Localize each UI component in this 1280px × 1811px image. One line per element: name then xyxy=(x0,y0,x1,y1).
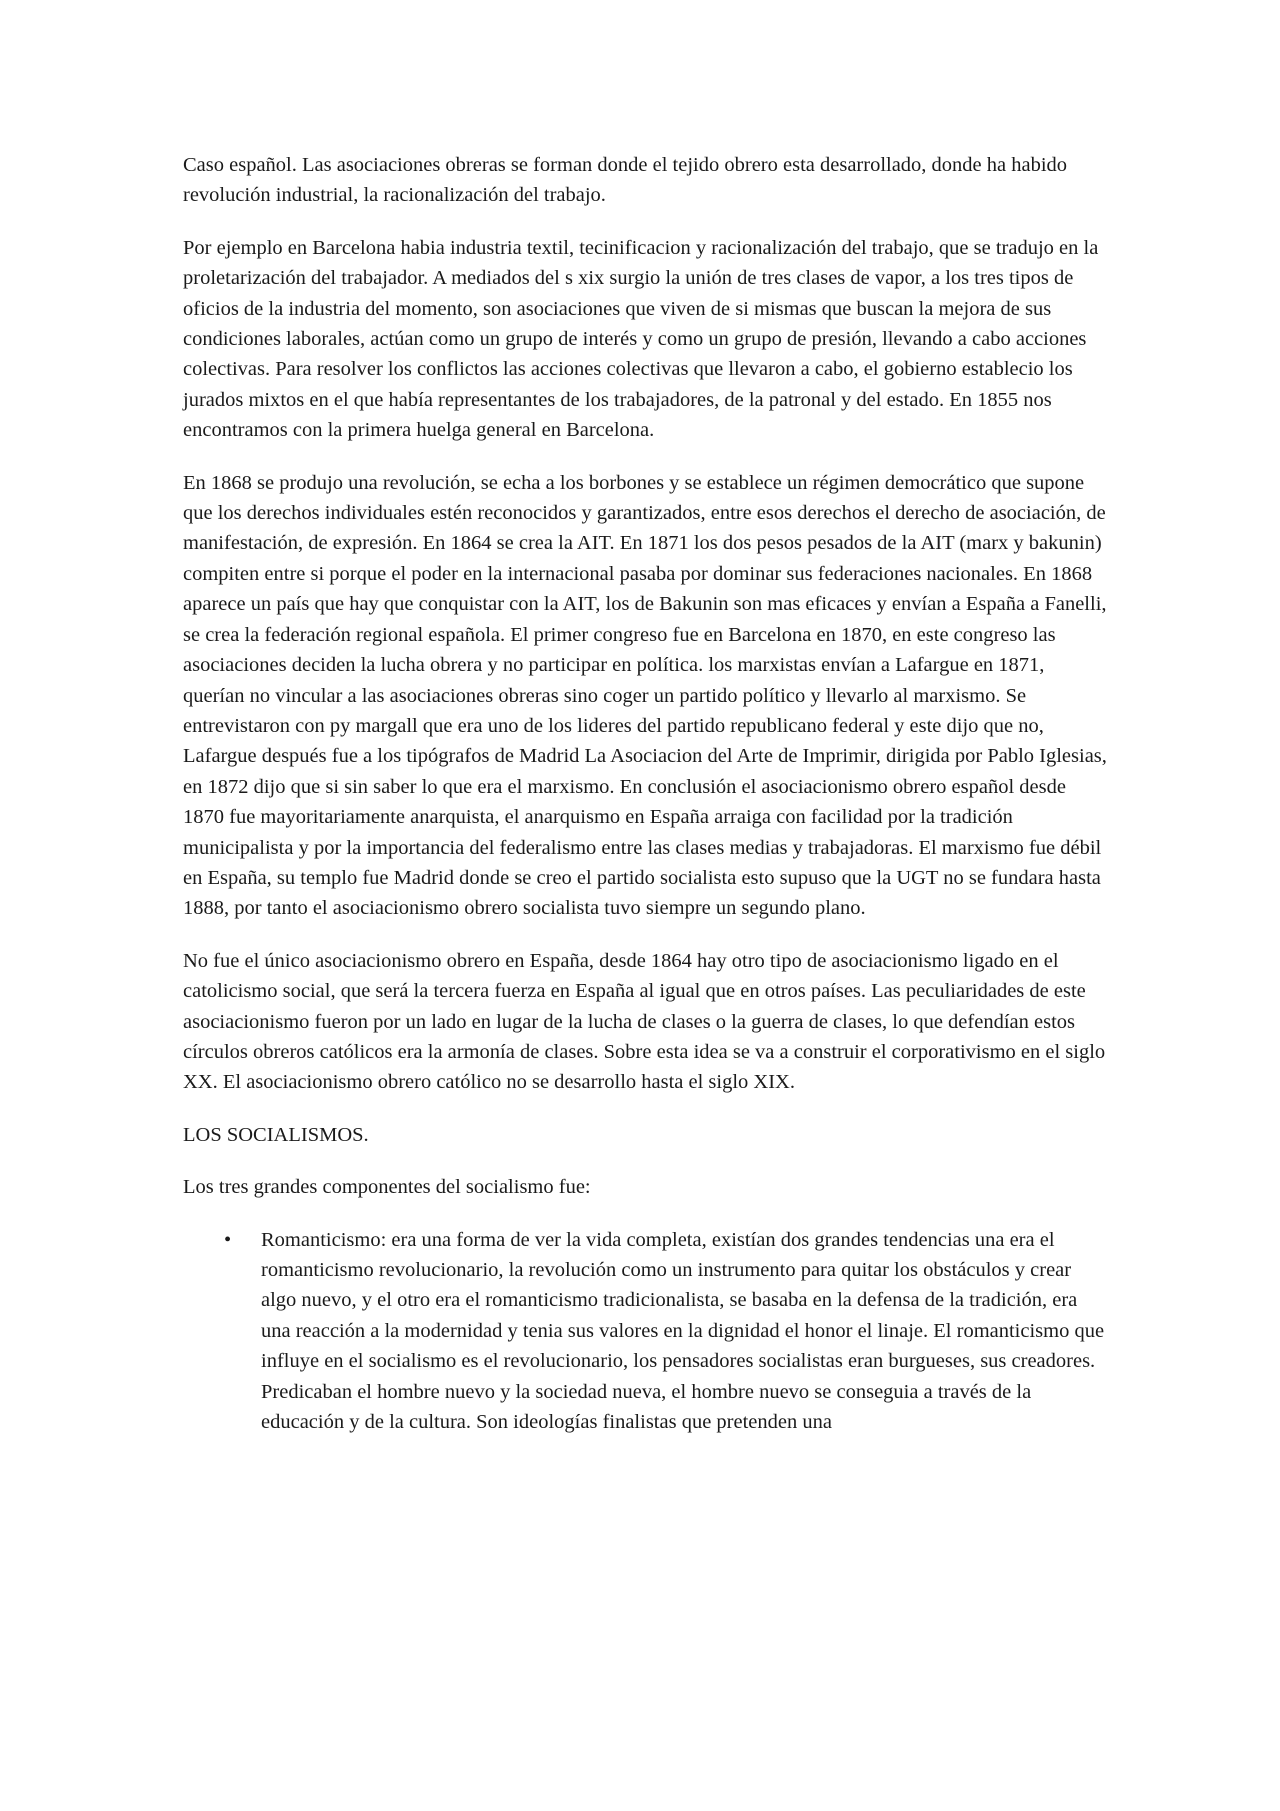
list-intro: Los tres grandes componentes del socialismo fue: xyxy=(183,1176,591,1199)
list-item xyxy=(183,1225,1107,1438)
paragraph-caso-espanol: Caso español. Las asociaciones obreras se forman donde el tejido obrero esta desarrollado, donde ha habido revolución industrial, la racionalización del trabajo. xyxy=(183,154,1068,207)
list-item-text: Romanticismo: era una forma de ver la vida completa, existían dos grandes tendencias una era el romanticismo revolucionario, la revolución como un instrumento para quitar los obstáculos y crear algo nuevo, y el otro era el romanticismo tradicionalista, se basaba en la defensa de la tradición, era una reacción a la modernidad y tenia sus valores en la dignidad el honor el linaje. El romanticismo que influye en el socialismo es el revolucionario, los pensadores socialistas eran burgueses, sus creadores. Predicaban el hombre nuevo y la sociedad nueva, el hombre nuevo se conseguia a través de la educación y de la cultura. Son ideologías finalistas que pretenden una xyxy=(261,1228,1105,1434)
paragraph-barcelona: Por ejemplo en Barcelona habia industria textil, tecinificacion y racionalización del trabajo, que se tradujo en la proletarización del trabajador. A mediados del s xix surgio la unión de tres clases de vapor, a los tres tipos de oficios de la industria del momento, son asociaciones que viven de si mismas que buscan la mejora de sus condiciones laborales, actúan como un grupo de interés y como un grupo de presión, llevando a cabo acciones colectivas. Para resolver los conflictos las acciones colectivas que llevaron a cabo, el gobierno establecio los jurados mixtos en el que había representantes de los trabajadores, de la patronal y del estado. En 1855 nos encontramos con la primera huelga general en Barcelona. xyxy=(183,236,1099,442)
paragraph-revolucion-1868: En 1868 se produjo una revolución, se echa a los borbones y se establece un régimen democrático que supone que los derechos individuales estén reconocidos y garantizados, entre esos derechos el derecho de asociación, de manifestación, de expresión. En 1864 se crea la AIT. En 1871 los dos pesos pesados de la AIT (marx y bakunin) compiten entre si porque el poder en la internacional pasaba por dominar sus federaciones nacionales. En 1868 aparece un país que hay que conquistar con la AIT, los de Bakunin son mas eficaces y envían a España a Fanelli, se crea la federación regional española. El primer congreso fue en Barcelona en 1870, en este congreso las asociaciones deciden la lucha obrera y no participar en política. los marxistas envían a Lafargue en 1871, querían no vincular a las asociaciones obreras sino coger un partido político y llevarlo al marxismo. Se entrevistaron con py margall que era uno de los lideres del partido republicano federal y este dijo que no, Lafargue después fue a los tipógrafos de Madrid La Asociacion del Arte de Imprimir, dirigida por Pablo Iglesias, en 1872 dijo que si sin saber lo que era el marxismo. En conclusión el asociacionismo obrero español desde 1870 fue mayoritariamente anarquista, el anarquismo en España arraiga con facilidad por la tradición municipalista y por la importancia del federalismo entre las clases medias y trabajadoras. El marxismo fue débil en España, su templo fue Madrid donde se creo el partido socialista esto supuso que la UGT no se fundara hasta 1888, por tanto el asociacionismo obrero socialista tuvo siempre un segundo plano. xyxy=(183,471,1107,920)
paragraph-catolicismo-social: No fue el único asociacionismo obrero en España, desde 1864 hay otro tipo de asociacionismo ligado en el catolicismo social, que será la tercera fuerza en España al igual que en otros países. Las peculiaridades de este asociacionismo fueron por un lado en lugar de la lucha de clases o la guerra de clases, lo que defendían estos círculos obreros católicos era la armonía de clases. Sobre esta idea se va a construir el corporativismo en el siglo XX. El asociacionismo obrero católico no se desarrollo hasta el siglo XIX. xyxy=(183,949,1106,1094)
bullet-list xyxy=(183,1225,1107,1438)
section-heading: LOS SOCIALISMOS. xyxy=(183,1123,369,1146)
document-body xyxy=(183,150,1107,1437)
bullet-icon: • xyxy=(224,1228,232,1251)
